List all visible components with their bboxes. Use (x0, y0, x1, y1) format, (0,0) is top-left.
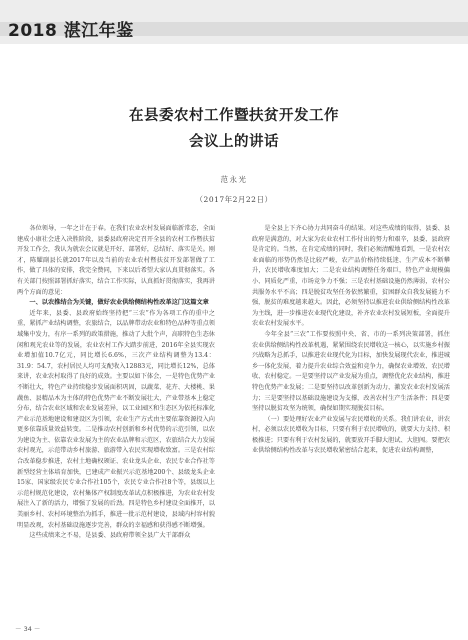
page-number: － 34 － (15, 625, 41, 633)
body-column-right (252, 224, 450, 628)
article-subtitle: 会议上的讲话 (189, 134, 279, 150)
article-author: 范永光 (220, 175, 248, 184)
article-date: （2017年2月22日） (195, 195, 273, 204)
section-heading: 一、以农推结合为关键，做好农业供给侧结构性改革这门这篇文章 (29, 299, 209, 307)
paragraph: 近年来，县委、县政府始终坚持把“三农”作为各项工作的重中之重，紧抓产业结构调整，农旅结合，以品牌带动农业和特色品种等重点领域集中发力，有序一系列的政策措施，推动了大批个声，高职特色生态休闲和观光农业等的发展，农业农村工作大踏步前进，2016年全县实现农业增加值10.7亿元，同比增长6.6%，三次产业结构调整为13.4：31.9：54.7，农村居民人均可支配收入12883元，同比增长12%，总体来讲，农业农村取得了良好的成效。主要以如下体会，一是特色优势产业不断壮大，特色产业持续稳步发展面积巩固，以蔬菜、花卉、大楼桃、果蔬鱼、县精品木为主体的特色优势产业不断发展壮大，产业带基本上稳定分布，结合农业区域和农业发展差异，以工业园区和生态区为依托标准化产业示范基地建设和建设区为引领，农业生产方式由主要依靠资源投入向更多依靠质量效益转变。二是推动农村创新和乡村优势的示范引领，以农为建设为主、依靠农业发展为主的农业品牌和示范区，农旅结合大力发展农村观光，示范带动乡村旅游、旅游带入农民实现增收致富。三是农村综合改革稳步推进，农村土地确权颁证、农业龙头企业、农民专业合作社等新型经营主体培育加快，已建成产业振兴示范基地200个、县级龙头企业15家、国家级农民专业合作社105个，农民专业合作社8个等，县级以上示范村规范化建设，农村集体产权制度改革试点积极推进，为农业农村发展注入了新的活力，增强了发展的后劲。四是特色乡村建设全面推开，以美丽乡村、农村环境整治为抓手，推进一批示范村建设，县域内村容村貌明显改观，农村基础设施逐步完善，群众的幸福感和获得感不断增强。 (17, 309, 215, 529)
paragraph: 各位领导，一年之计在于春。在我们农业农村发展面临新常态，全面建成小康社会进入决胜阶段，县委县政府决定召开全县的农村工作暨扶贫开发工作会，我认为就农会议就是开好、部署好，总结好、落实是关。刚才，陈耀副县长就2017年以及当前的农业农村暨扶贫开发部署做了工作，做了具体的安排，我完全赞同，下来以后希望大家认真贯彻落实。各有关部门按照部署抓好落实，结合工作实际，认真抓好贯彻落实，我再讲两个方面的意见： (17, 225, 215, 296)
yearbook-label: 2018 湛江年鉴 (8, 21, 134, 41)
running-header (0, 0, 468, 44)
article-title: 在县委农村工作暨扶贫开发工作 (129, 108, 339, 124)
body-column-left (17, 224, 215, 628)
paragraph: 这些成绩来之不易，是县委、县政府带领全县广大干部群众 (29, 532, 191, 540)
paragraph: 今年全县“三农”工作要按照中央、省、市的一系列决策部署，抓住农业供给侧结构性改革机遇，紧紧围绕农民增收这一核心，以实施乡村振兴战略为总抓手，以推进农业现代化为目标，加快发展现代农业，推进城乡一体化发展，着力提升农业综合效益和竞争力，确保农业增效、农民增收、农村稳定。一是要坚持以产业发展为重点，调整优化农业结构，推进特色优势产业发展；二是要坚持以改革创新为动力，激发农业农村发展活力；三是要坚持以基础设施建设为支撑，改善农村生产生活条件；四是要坚持以脱贫攻坚为统领，确保如期实现脱贫目标。 (252, 330, 450, 413)
paragraph: 是全县上下齐心协力共同奋斗的结果。对这些成绩的取得，县委、县政府是满意的，对大家为农业农村工作付出的努力和艰辛，县委、县政府是肯定的。当然，在肯定成绩的同时，我们必须清醒地看到，一是农村农业面临的形势仍然是比较严峻，农产品价格持续低迷、生产成本不断攀升，农民增收难度加大；二是农业结构调整任务艰巨，特色产业规模偏小、同质化严重，市场竞争力不强；三是农村基础设施仍然薄弱，农村公共服务水平不高；四是脱贫攻坚任务依然繁重，贫困群众自我发展能力不强，脱贫的难度越来越大。因此，必须坚持以推进农业供给侧结构性改革为主线，进一步推进农业现代化建设，补齐农业农村发展短板，全面提升农业农村发展水平。 (252, 225, 450, 328)
paragraph: （一）要处理好农业产业发展与农民增收的关系。我们讲农业，讲农村，必须以农民增收为目标，只要有利于农民增收的，就要大力支持、积极推进；只要有利于农村发展的，就要放开手脚大胆试、大胆闯。要把农业供给侧结构性改革与农民增收紧密结合起来，促进农业结构调整， (252, 415, 450, 455)
